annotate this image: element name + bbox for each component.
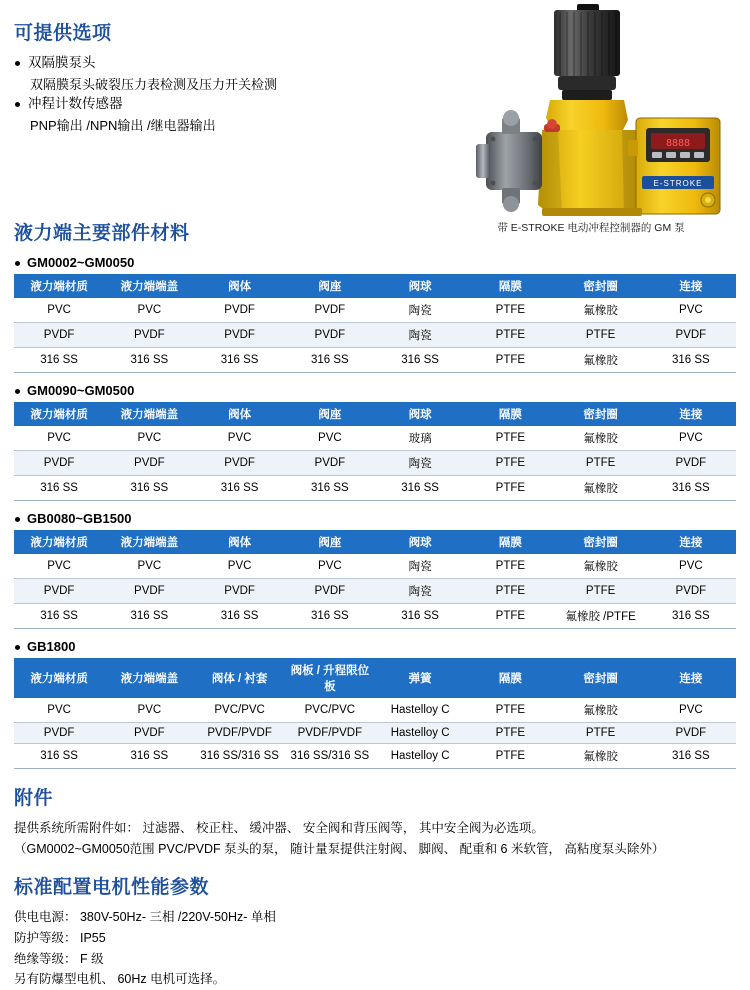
svg-text:E-STROKE: E-STROKE [653, 179, 703, 188]
accessories-line: 提供系统所需附件如： 过滤器、 校正柱、 缓冲器、 安全阀和背压阀等， 其中安全阀为必选项。 [14, 820, 544, 835]
column-header: 阀体 [195, 402, 285, 426]
column-header: 液力端材质 [14, 658, 104, 698]
cell: Hastelloy C [375, 743, 465, 768]
cell: PTFE [556, 578, 646, 603]
cell: 316 SS [195, 347, 285, 372]
cell: PVDF [14, 322, 104, 347]
cell: 316 SS [104, 603, 194, 628]
material-group [14, 255, 736, 373]
column-header: 液力端材质 [14, 274, 104, 298]
cell: 陶瓷 [375, 578, 465, 603]
option-label: 冲程计数传感器 [14, 94, 736, 115]
cell: 316 SS [14, 347, 104, 372]
cell: 316 SS [285, 347, 375, 372]
cell: PTFE [465, 554, 555, 579]
table-header-row [14, 402, 736, 426]
cell: 316 SS [195, 475, 285, 500]
cell: PVC [195, 426, 285, 451]
cell: PVDF/PVDF [195, 722, 285, 743]
column-header: 液力端材质 [14, 402, 104, 426]
table-row [14, 322, 736, 347]
cell: PVDF [195, 298, 285, 323]
column-header: 阀座 [285, 274, 375, 298]
column-header: 密封圈 [556, 274, 646, 298]
cell: PVDF [104, 722, 194, 743]
cell: PTFE [465, 578, 555, 603]
table-row [14, 578, 736, 603]
cell: 316 SS [646, 347, 736, 372]
cell: 316 SS [104, 475, 194, 500]
column-header: 隔膜 [465, 530, 555, 554]
option-sub: 双隔膜泵头破裂压力表检测及压力开关检测 [30, 76, 278, 92]
column-header: 连接 [646, 402, 736, 426]
cell: PVC/PVC [195, 698, 285, 723]
table-row [14, 722, 736, 743]
column-header: 密封圈 [556, 658, 646, 698]
column-header: 液力端端盖 [104, 658, 194, 698]
pump-illustration-block [446, 0, 736, 235]
cell: PVC [646, 298, 736, 323]
cell: 316 SS [195, 603, 285, 628]
cell: 氟橡胶 [556, 475, 646, 500]
cell: 陶瓷 [375, 298, 465, 323]
cell: PTFE [465, 698, 555, 723]
cell: PVC [646, 426, 736, 451]
cell: PVC [14, 698, 104, 723]
cell: 316 SS/316 SS [285, 743, 375, 768]
materials-table [14, 658, 736, 769]
cell: PVDF [195, 450, 285, 475]
cell: 316 SS [104, 743, 194, 768]
column-header: 液力端材质 [14, 530, 104, 554]
table-row [14, 426, 736, 451]
cell: 玻璃 [375, 426, 465, 451]
column-header: 连接 [646, 658, 736, 698]
column-header: 弹簧 [375, 658, 465, 698]
cell: PVC [104, 298, 194, 323]
pump-caption: 带 E-STROKE 电动冲程控制器的 GM 泵 [497, 222, 685, 234]
cell: PVC [285, 426, 375, 451]
column-header: 液力端端盖 [104, 530, 194, 554]
motor-spec-line: 供电电源： 380V-50Hz- 三相 /220V-50Hz- 单相 [14, 910, 276, 925]
column-header: 液力端端盖 [104, 402, 194, 426]
cell: 316 SS [646, 743, 736, 768]
cell: 陶瓷 [375, 450, 465, 475]
cell: 316 SS [14, 475, 104, 500]
cell: 氟橡胶 [556, 426, 646, 451]
option-label: 双隔膜泵头 [14, 53, 736, 74]
cell: 氟橡胶 [556, 698, 646, 723]
svg-text:8888: 8888 [665, 138, 691, 149]
cell: 316 SS [646, 603, 736, 628]
cell: PTFE [465, 347, 555, 372]
motor-specs-title: 标准配置电机性能参数 [14, 877, 210, 899]
cell: PVC [104, 426, 194, 451]
column-header: 阀座 [285, 402, 375, 426]
table-header-row [14, 274, 736, 298]
cell: PVC [195, 554, 285, 579]
cell: PVDF [285, 578, 375, 603]
group-label: GB0080~GB1500 [14, 511, 736, 526]
cell: PVC [646, 554, 736, 579]
cell: PVDF [104, 322, 194, 347]
motor-specs-section [14, 872, 736, 990]
group-label: GM0002~GM0050 [14, 255, 736, 270]
motor-spec-line: 另有防爆型电机、 60Hz 电机可选择。 [14, 972, 226, 987]
materials-table [14, 402, 736, 501]
cell: PVDF [195, 322, 285, 347]
cell: PVDF [646, 450, 736, 475]
cell: 316 SS [104, 347, 194, 372]
material-group [14, 511, 736, 629]
accessories-title: 附件 [14, 787, 54, 809]
cell: 316 SS [646, 475, 736, 500]
cell: PVC [14, 554, 104, 579]
cell: 氟橡胶 /PTFE [556, 603, 646, 628]
cell: 316 SS [14, 743, 104, 768]
cell: 316 SS [14, 603, 104, 628]
cell: PVC [104, 698, 194, 723]
column-header: 连接 [646, 274, 736, 298]
cell: PVDF [104, 578, 194, 603]
table-row [14, 475, 736, 500]
cell: PVC/PVC [285, 698, 375, 723]
column-header: 密封圈 [556, 402, 646, 426]
cell: PVDF [285, 298, 375, 323]
material-group [14, 639, 736, 769]
cell: PTFE [556, 450, 646, 475]
cell: 316 SS [285, 475, 375, 500]
cell: PVC [14, 426, 104, 451]
table-row [14, 554, 736, 579]
materials-table [14, 530, 736, 629]
table-row [14, 743, 736, 768]
cell: 316 SS [375, 603, 465, 628]
materials-title: 液力端主要部件材料 [14, 222, 190, 244]
motor-spec-line: 绝缘等级： F 级 [14, 951, 104, 966]
column-header: 阀球 [375, 402, 465, 426]
column-header: 阀体 [195, 530, 285, 554]
cell: 氟橡胶 [556, 743, 646, 768]
column-header: 阀体 [195, 274, 285, 298]
column-header: 阀球 [375, 274, 465, 298]
column-header: 阀座 [285, 530, 375, 554]
accessories-section [14, 783, 736, 861]
column-header: 阀体 / 衬套 [195, 658, 285, 698]
cell: PVDF [646, 722, 736, 743]
table-row [14, 450, 736, 475]
column-header: 隔膜 [465, 658, 555, 698]
column-header: 阀球 [375, 530, 465, 554]
accessories-line: （GM0002~GM0050范围 PVC/PVDF 泵头的泵， 随计量泵提供注射阀、 脚阀、 配重和 6 米软管， 高粘度泵头除外） [14, 842, 665, 857]
cell: PVDF [14, 722, 104, 743]
cell: PVDF/PVDF [285, 722, 375, 743]
options-title: 可提供选项 [14, 23, 112, 44]
cell: PTFE [465, 322, 555, 347]
cell: PVDF [646, 578, 736, 603]
table-header-row [14, 658, 736, 698]
option-sub: PNP输出 /NPN输出 /继电器输出 [30, 118, 216, 134]
column-header: 隔膜 [465, 274, 555, 298]
cell: 氟橡胶 [556, 347, 646, 372]
cell: PTFE [556, 722, 646, 743]
table-row [14, 347, 736, 372]
cell: PTFE [465, 426, 555, 451]
cell: 316 SS [285, 603, 375, 628]
cell: PTFE [465, 298, 555, 323]
motor-spec-line: 防护等级： IP55 [14, 930, 106, 945]
cell: PTFE [556, 322, 646, 347]
cell: 陶瓷 [375, 322, 465, 347]
column-header: 阀板 / 升程限位板 [285, 658, 375, 698]
column-header: 密封圈 [556, 530, 646, 554]
cell: PTFE [465, 450, 555, 475]
cell: PVDF [104, 450, 194, 475]
table-header-row [14, 530, 736, 554]
table-row [14, 603, 736, 628]
column-header: 连接 [646, 530, 736, 554]
group-label: GM0090~GM0500 [14, 383, 736, 398]
cell: 氟橡胶 [556, 554, 646, 579]
material-group [14, 383, 736, 501]
cell: PVC [14, 298, 104, 323]
cell: PTFE [465, 475, 555, 500]
cell: PVC [104, 554, 194, 579]
cell: 316 SS [375, 475, 465, 500]
group-label: GB1800 [14, 639, 736, 654]
cell: PTFE [465, 722, 555, 743]
cell: PTFE [465, 603, 555, 628]
column-header: 隔膜 [465, 402, 555, 426]
cell: PTFE [465, 743, 555, 768]
cell: 316 SS [375, 347, 465, 372]
cell: PVDF [285, 450, 375, 475]
cell: PVDF [285, 322, 375, 347]
cell: PVDF [646, 322, 736, 347]
cell: 316 SS/316 SS [195, 743, 285, 768]
cell: Hastelloy C [375, 722, 465, 743]
table-row [14, 298, 736, 323]
cell: 陶瓷 [375, 554, 465, 579]
cell: Hastelloy C [375, 698, 465, 723]
column-header: 液力端端盖 [104, 274, 194, 298]
cell: PVDF [14, 578, 104, 603]
materials-table [14, 274, 736, 373]
cell: PVDF [14, 450, 104, 475]
table-row [14, 698, 736, 723]
cell: PVDF [195, 578, 285, 603]
cell: PVC [646, 698, 736, 723]
cell: PVC [285, 554, 375, 579]
cell: 氟橡胶 [556, 298, 646, 323]
